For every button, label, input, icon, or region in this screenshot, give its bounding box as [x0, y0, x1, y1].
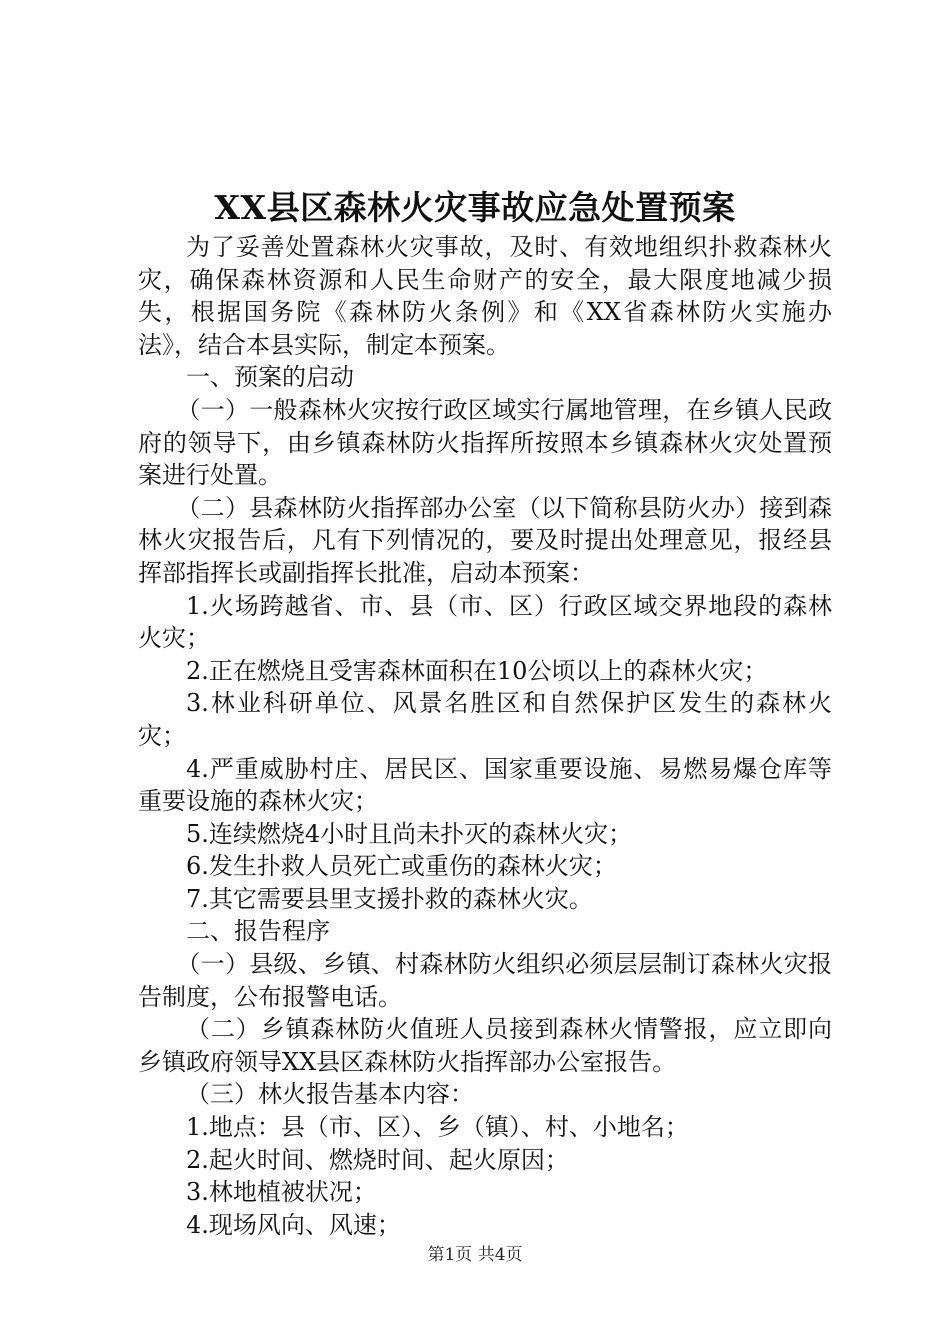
paragraph: （二）县森林防火指挥部办公室（以下简称县防火办）接到森林火灾报告后，凡有下列情况的，要及时提出处理意见，报经县挥部指挥长或副指挥长批准，启动本预案： [138, 493, 832, 587]
page-number: 第1页 共4页 [427, 1245, 523, 1265]
list-item: 5.连续燃烧4小时且尚未扑灭的森林火灾； [186, 819, 633, 848]
page-title: XX县区森林火灾事故应急处置预案 [214, 188, 736, 227]
section-heading: 二、报告程序 [186, 917, 330, 946]
paragraph: （一）一般森林火灾按行政区域实行属地管理，在乡镇人民政府的领导下，由乡镇森林防火指挥所按照本乡镇森林火灾处置预案进行处置。 [138, 395, 832, 490]
paragraph: （一）县级、乡镇、村森林防火组织必须层层制订森林火灾报告制度，公布报警电话。 [138, 950, 832, 1011]
list-item: 6.发生扑救人员死亡或重伤的森林火灾； [186, 852, 617, 881]
list-item: 4.现场风向、风速； [186, 1210, 401, 1239]
list-item: 1.火场跨越省、市、县（市、区）行政区域交界地段的森林火灾； [138, 591, 832, 653]
paragraph: （三）林火报告基本内容： [186, 1080, 474, 1109]
list-item: 2.正在燃烧且受害森林面积在10公顷以上的森林火灾； [186, 656, 768, 685]
list-item: 4.严重威胁村庄、居民区、国家重要设施、易燃易爆仓库等重要设施的森林火灾； [138, 754, 832, 816]
paragraph: （二）乡镇森林防火值班人员接到森林火情警报，应立即向乡镇政府领导XX县区森林防火指挥部办公室报告。 [138, 1015, 832, 1076]
list-item: 2.起火时间、燃烧时间、起火原因； [186, 1145, 569, 1174]
list-item: 1.地点：县（市、区）、乡（镇）、村、小地名； [186, 1113, 689, 1142]
section-heading: 一、预案的启动 [186, 363, 354, 392]
intro-paragraph: 为了妥善处置森林火灾事故，及时、有效地组织扑救森林火灾，确保森林资源和人民生命财产的安全，最大限度地减少损失，根据国务院《森林防火条例》和《XX省森林防火实施办法》，结合本县实际，制定本预案。 [138, 233, 832, 359]
document-body [138, 231, 832, 1241]
list-item: 3.林地植被状况； [186, 1178, 377, 1207]
list-item: 3.林业科研单位、风景名胜区和自然保护区发生的森林火灾； [138, 689, 832, 750]
list-item: 7.其它需要县里支援扑救的森林火灾。 [186, 884, 593, 913]
